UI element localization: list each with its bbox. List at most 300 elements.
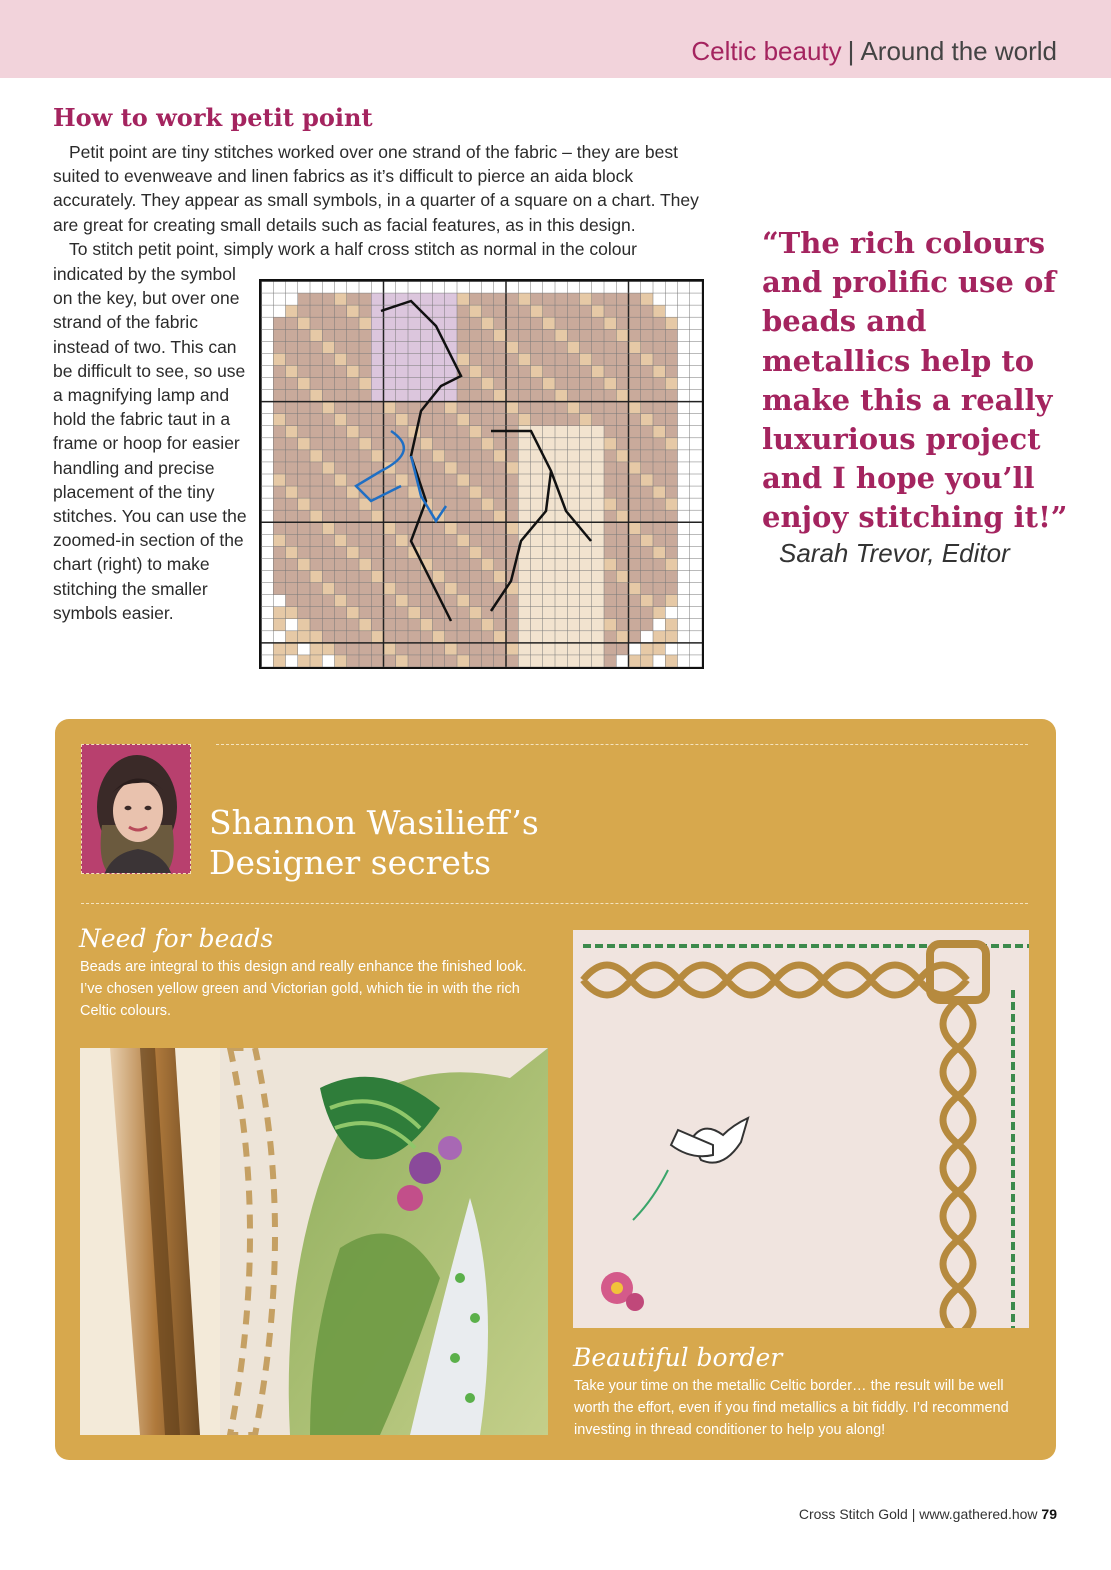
chart-cell [665,571,677,583]
chart-cell [506,619,518,631]
chart-cell [408,365,420,377]
chart-cell [310,390,322,402]
chart-cell [298,353,310,365]
chart-cell [298,293,310,305]
chart-cell [408,655,420,667]
chart-cell [433,534,445,546]
chart-cell [543,522,555,534]
chart-cell [335,402,347,414]
chart-cell [629,402,641,414]
chart-cell [518,510,530,522]
chart-cell [518,305,530,317]
chart-cell [604,450,616,462]
chart-cell [580,293,592,305]
chart-cell [433,426,445,438]
magazine-name: Cross Stitch Gold [798,1506,908,1522]
chart-cell [518,498,530,510]
chart-cell [567,498,579,510]
chart-cell [445,522,457,534]
chart-cell [457,571,469,583]
chart-cell [580,583,592,595]
chart-cell [286,595,298,607]
chart-cell [567,378,579,390]
chart-cell [494,498,506,510]
chart-cell [396,317,408,329]
chart-cell [420,619,432,631]
article-paragraph-2-start: To stitch petit point, simply work a half cross stitch as normal in the colour [69,238,638,259]
chart-cell [555,390,567,402]
chart-cell [531,353,543,365]
chart-cell [298,510,310,522]
chart-cell [482,510,494,522]
chart-cell [273,402,285,414]
chart-cell [531,546,543,558]
chart-cell [286,474,298,486]
chart-cell [469,329,481,341]
chart-cell [543,365,555,377]
chart-cell [604,631,616,643]
chart-cell [506,365,518,377]
tip-border-title: Beautiful border [573,1343,783,1372]
chart-cell [298,474,310,486]
chart-cell [322,571,334,583]
chart-cell [310,378,322,390]
chart-cell [494,438,506,450]
page-header [0,0,1111,78]
chart-cell [310,317,322,329]
chart-cell [384,534,396,546]
chart-cell [335,619,347,631]
chart-cell [371,365,383,377]
page-number: 79 [1041,1506,1057,1522]
chart-cell [469,498,481,510]
chart-cell [457,293,469,305]
chart-cell [580,426,592,438]
chart-cell [347,390,359,402]
chart-cell [653,643,665,655]
chart-cell [506,450,518,462]
chart-cell [653,510,665,522]
chart-cell [322,546,334,558]
chart-cell [286,341,298,353]
chart-cell [335,486,347,498]
chart-cell [531,365,543,377]
chart-cell [592,402,604,414]
chart-cell [665,353,677,365]
chart-cell [555,462,567,474]
article-paragraph-2-rest: indicated by the symbol on the key, but over one strand of the fabric instead of two. This can be difficult to see, so use a magnifying lamp and hold the fabric taut in a frame or hoop for easier handling and precise placement of the tiny stitches. You can use the zoomed-in section of the chart (right) to make stitching the smaller symbols easier. [53,264,247,623]
chart-cell [445,462,457,474]
chart-cell [641,558,653,570]
chart-cell [384,546,396,558]
chart-cell [482,631,494,643]
chart-cell [629,426,641,438]
chart-cell [273,365,285,377]
chart-cell [286,390,298,402]
chart-cell [469,378,481,390]
chart-cell [531,583,543,595]
chart-cell [298,450,310,462]
chart-cell [310,353,322,365]
chart-cell [494,571,506,583]
chart-cell [335,546,347,558]
chart-cell [286,426,298,438]
chart-cell [322,498,334,510]
chart-cell [592,510,604,522]
chart-cell [494,341,506,353]
chart-cell [555,655,567,667]
chart-cell [408,498,420,510]
chart-cell [310,402,322,414]
tip-beads-body: Beads are integral to this design and really enhance the finished look. I’ve chosen yellow green and Victorian gold, which tie in with the rich Celtic colours. [80,959,527,1019]
chart-cell [335,655,347,667]
chart-cell [653,353,665,365]
chart-cell [567,402,579,414]
chart-cell [396,402,408,414]
chart-cell [322,595,334,607]
chart-cell [359,595,371,607]
chart-cell [469,619,481,631]
chart-cell [518,486,530,498]
chart-cell [396,462,408,474]
chart-cell [286,450,298,462]
chart-cell [310,426,322,438]
chart-cell [359,438,371,450]
chart-cell [629,414,641,426]
chart-cell [359,341,371,353]
footer-separator: | [911,1506,916,1522]
chart-cell [384,583,396,595]
chart-cell [494,510,506,522]
chart-cell [359,546,371,558]
chart-cell [665,426,677,438]
chart-cell [359,293,371,305]
chart-cell [457,558,469,570]
chart-cell [371,414,383,426]
chart-cell [543,414,555,426]
chart-cell [531,329,543,341]
chart-cell [604,486,616,498]
chart-cell [518,438,530,450]
chart-cell [457,329,469,341]
chart-cell [298,534,310,546]
chart-cell [543,607,555,619]
chart-cell [310,534,322,546]
chart-cell [580,595,592,607]
designer-heading [209,803,539,883]
chart-cell [580,450,592,462]
chart-cell [604,522,616,534]
chart-cell [482,378,494,390]
chart-cell [359,353,371,365]
border-photo-illustration [573,930,1029,1328]
chart-cell [543,390,555,402]
chart-cell [384,341,396,353]
chart-cell [457,546,469,558]
chart-cell [629,607,641,619]
chart-cell [335,522,347,534]
chart-cell [396,414,408,426]
chart-cell [616,329,628,341]
chart-cell [555,402,567,414]
chart-cell [531,390,543,402]
chart-cell [592,655,604,667]
chart-cell [616,450,628,462]
chart-cell [604,474,616,486]
chart-cell [286,365,298,377]
chart-cell [322,486,334,498]
chart-cell [518,365,530,377]
chart-cell [347,426,359,438]
chart-cell [531,498,543,510]
chart-cell [469,607,481,619]
chart-cell [310,522,322,534]
chart-cell [457,378,469,390]
chart-cell [506,474,518,486]
chart-cell [518,353,530,365]
chart-cell [567,534,579,546]
chart-cell [384,402,396,414]
chart-cell [641,353,653,365]
chart-cell [457,510,469,522]
chart-cell [604,426,616,438]
chart-cell [384,353,396,365]
chart-cell [616,365,628,377]
chart-cell [310,293,322,305]
chart-cell [359,462,371,474]
chart-cell [567,607,579,619]
chart-cell [335,631,347,643]
chart-cell [286,414,298,426]
chart-cell [616,619,628,631]
chart-cell [396,534,408,546]
chart-cell [322,378,334,390]
chart-cell [482,341,494,353]
chart-cell [298,378,310,390]
chart-cell [347,522,359,534]
chart-cell [665,655,677,667]
chart-cell [592,414,604,426]
chart-cell [555,450,567,462]
chart-cell [445,583,457,595]
chart-cell [469,365,481,377]
chart-cell [629,619,641,631]
chart-cell [482,353,494,365]
chart-cell [543,534,555,546]
chart-cell [335,607,347,619]
chart-cell [335,643,347,655]
chart-cell [592,353,604,365]
chart-cell [653,450,665,462]
chart-cell [531,643,543,655]
chart-cell [445,498,457,510]
chart-cell [543,341,555,353]
chart-cell [629,317,641,329]
chart-cell [543,558,555,570]
chart-cell [580,462,592,474]
chart-cell [531,402,543,414]
chart-cell [482,414,494,426]
chart-cell [273,462,285,474]
border-photo [573,930,1029,1328]
chart-cell [567,341,579,353]
chart-cell [335,558,347,570]
chart-cell [592,534,604,546]
chart-cell [286,583,298,595]
website-url: www.gathered.how [919,1506,1038,1522]
chart-cell [653,438,665,450]
chart-cell [641,438,653,450]
chart-cell [457,498,469,510]
chart-cell [653,341,665,353]
chart-cell [641,450,653,462]
chart-cell [359,414,371,426]
chart-cell [592,450,604,462]
chart-cell [371,571,383,583]
chart-cell [592,619,604,631]
chart-cell [580,438,592,450]
chart-cell [273,341,285,353]
chart-cell [310,510,322,522]
chart-cell [604,510,616,522]
chart-cell [433,655,445,667]
chart-cell [665,474,677,486]
chart-cell [518,329,530,341]
chart-cell [580,607,592,619]
chart-cell [494,607,506,619]
chart-cell [457,450,469,462]
chart-cell [629,462,641,474]
chart-cell [665,486,677,498]
chart-cell [494,631,506,643]
chart-cell [616,534,628,546]
chart-cell [629,365,641,377]
chart-cell [298,522,310,534]
chart-cell [604,546,616,558]
chart-cell [273,378,285,390]
chart-cell [567,317,579,329]
chart-cell [445,546,457,558]
chart-cell [641,402,653,414]
chart-cell [629,558,641,570]
chart-cell [359,378,371,390]
chart-cell [482,546,494,558]
chart-cell [482,583,494,595]
chart-cell [531,595,543,607]
chart-cell [359,583,371,595]
page-footer [799,1506,1057,1522]
chart-cell [322,643,334,655]
chart-cell [641,498,653,510]
chart-cell [298,486,310,498]
chart-cell [310,450,322,462]
chart-cell [506,305,518,317]
chart-cell [494,643,506,655]
chart-cell [469,571,481,583]
chart-cell [335,474,347,486]
chart-cell [604,583,616,595]
chart-cell [592,583,604,595]
chart-cell [665,390,677,402]
chart-cell [445,390,457,402]
chart-cell [531,317,543,329]
chart-cell [359,643,371,655]
chart-cell [555,583,567,595]
chart-cell [616,414,628,426]
chart-cell [506,655,518,667]
chart-cell [359,631,371,643]
chart-cell [653,462,665,474]
chart-cell [531,534,543,546]
chart-cell [396,607,408,619]
chart-cell [555,595,567,607]
chart-cell [653,426,665,438]
chart-cell [273,474,285,486]
chart-cell [408,571,420,583]
chart-cell [629,571,641,583]
chart-cell [641,510,653,522]
chart-cell [396,558,408,570]
chart-cell [629,474,641,486]
chart-cell [273,546,285,558]
chart-cell [580,365,592,377]
chart-cell [580,378,592,390]
chart-cell [384,390,396,402]
chart-cell [616,317,628,329]
chart-cell [286,317,298,329]
chart-cell [469,631,481,643]
chart-cell [665,438,677,450]
chart-cell [506,462,518,474]
chart-cell [298,546,310,558]
chart-cell [629,378,641,390]
chart-cell [629,486,641,498]
chart-cell [531,378,543,390]
chart-cell [580,317,592,329]
chart-cell [310,643,322,655]
chart-cell [629,450,641,462]
chart-cell [359,305,371,317]
chart-cell [371,450,383,462]
chart-cell [273,583,285,595]
chart-cell [359,522,371,534]
chart-cell [273,534,285,546]
chart-cell [592,643,604,655]
chart-cell [273,522,285,534]
chart-cell [482,655,494,667]
chart-cell [665,631,677,643]
chart-cell [604,498,616,510]
chart-cell [629,305,641,317]
chart-cell [592,607,604,619]
chart-cell [335,365,347,377]
designer-portrait [81,744,191,874]
chart-cell [347,365,359,377]
chart-cell [433,546,445,558]
chart-cell [445,510,457,522]
chart-cell [420,329,432,341]
chart-cell [629,390,641,402]
chart-cell [384,655,396,667]
chart-cell [347,607,359,619]
chart-cell [665,534,677,546]
chart-cell [629,631,641,643]
chart-cell [347,414,359,426]
chart-cell [322,426,334,438]
chart-cell [457,607,469,619]
chart-cell [604,655,616,667]
chart-cell [396,353,408,365]
